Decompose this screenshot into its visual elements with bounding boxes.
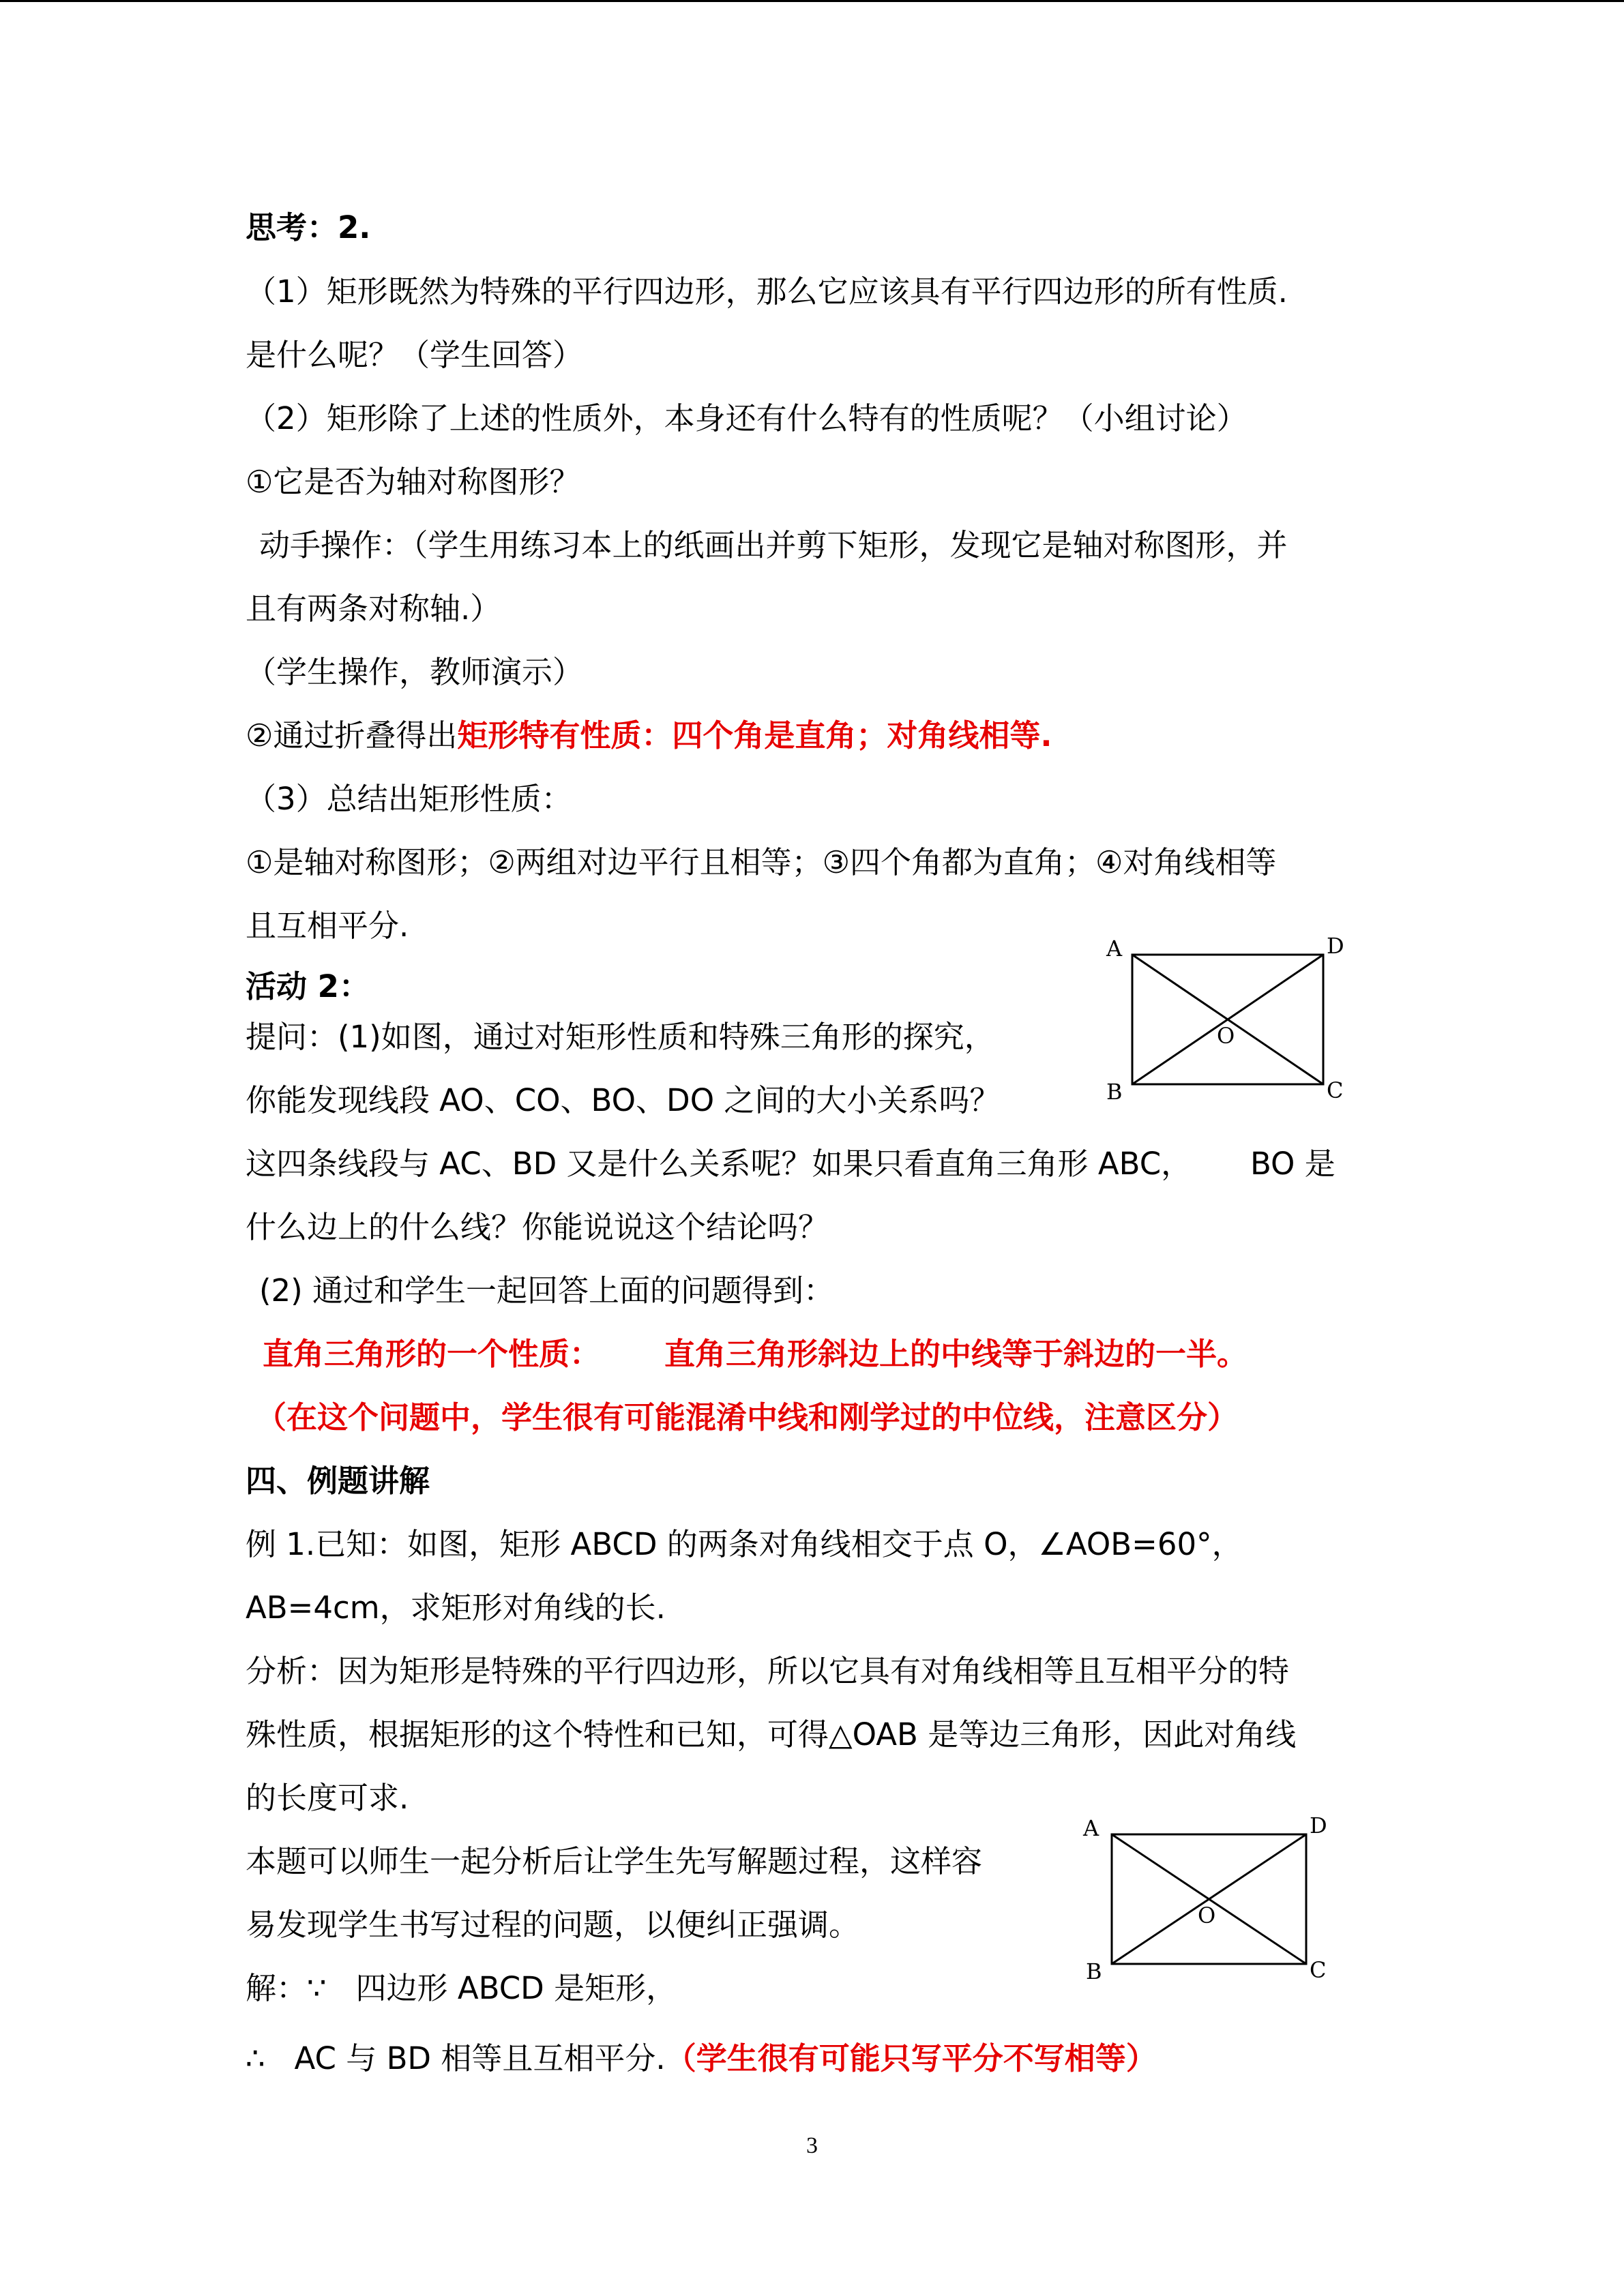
note-line1: 本题可以师生一起分析后让学生先写解题过程，这样容 bbox=[246, 1843, 983, 1879]
vertex-label-c: C bbox=[1327, 1077, 1344, 1103]
vertex-label-a: A bbox=[1083, 1815, 1099, 1841]
activity-ask-line1: 提问：(1)如图，通过对矩形性质和特殊三角形的探究， bbox=[246, 1019, 995, 1055]
top-border bbox=[0, 0, 1624, 2]
think-q3: （3）总结出矩形性质： bbox=[246, 781, 572, 817]
think-heading: 思考：2. bbox=[246, 209, 371, 245]
think-q1-line1: （1）矩形既然为特殊的平行四边形，那么它应该具有平行四边形的所有性质. bbox=[246, 273, 1288, 310]
solution-line2 bbox=[246, 2038, 1157, 2079]
analysis-line1: 分析：因为矩形是特殊的平行四边形，所以它具有对角线相等且互相平分的特 bbox=[246, 1653, 1290, 1689]
page-number: 3 bbox=[806, 2133, 818, 2158]
solution-line2-highlight: （学生很有可能只写平分不写相等） bbox=[665, 2040, 1157, 2076]
example-heading: 四、例题讲解 bbox=[246, 1463, 430, 1499]
solution-line2-prefix: ∴ AC 与 BD 相等且互相平分. bbox=[246, 2040, 666, 2076]
activity-red-property: 直角三角形的一个性质： 直角三角形斜边上的中线等于斜边的一半。 bbox=[263, 1336, 1248, 1372]
analysis-line3: 的长度可求. bbox=[246, 1780, 409, 1816]
example1-line2: AB=4cm，求矩形对角线的长. bbox=[246, 1590, 666, 1626]
think-summary-line2: 且互相平分. bbox=[246, 908, 409, 944]
think-demo: （学生操作，教师演示） bbox=[246, 654, 584, 690]
think-q2: （2）矩形除了上述的性质外，本身还有什么特有的性质呢？（小组讨论） bbox=[246, 400, 1247, 436]
think-item1: ①它是否为轴对称图形？ bbox=[246, 464, 580, 500]
activity-heading: 活动 2： bbox=[246, 968, 370, 1004]
think-summary-line1: ①是轴对称图形；②两组对边平行且相等；③四个角都为直角；④对角线相等 bbox=[246, 844, 1277, 880]
rectangle-figure-1 bbox=[1091, 927, 1350, 1112]
rectangle-figure-2 bbox=[1071, 1807, 1344, 1991]
think-operation-line2: 且有两条对称轴.） bbox=[246, 591, 501, 627]
vertex-label-a: A bbox=[1106, 936, 1123, 961]
activity-ask-line2: 你能发现线段 AO、CO、BO、DO 之间的大小关系吗？ bbox=[246, 1082, 1001, 1118]
think-item2-highlight: 矩形特有性质：四个角是直角；对角线相等. bbox=[457, 717, 1052, 754]
example1-line1: 例 1.已知：如图，矩形 ABCD 的两条对角线相交于点 O，∠AOB=60°， bbox=[246, 1526, 1243, 1562]
center-label-o: O bbox=[1217, 1023, 1235, 1049]
vertex-label-d: D bbox=[1327, 933, 1344, 959]
vertex-label-c: C bbox=[1310, 1957, 1327, 1983]
activity-p2: (2) 通过和学生一起回答上面的问题得到： bbox=[259, 1272, 835, 1309]
think-item2-prefix: ②通过折叠得出 bbox=[246, 717, 458, 754]
note-line2: 易发现学生书写过程的问题，以便纠正强调。 bbox=[246, 1907, 860, 1943]
analysis-line2: 殊性质，根据矩形的这个特性和已知，可得△OAB 是等边三角形，因此对角线 bbox=[246, 1716, 1297, 1753]
vertex-label-d: D bbox=[1310, 1813, 1327, 1838]
vertex-label-b: B bbox=[1086, 1958, 1102, 1984]
activity-red-note: （在这个问题中，学生很有可能混淆中线和刚学过的中位线，注意区分） bbox=[256, 1399, 1239, 1435]
center-label-o: O bbox=[1198, 1903, 1216, 1928]
think-q1-line2: 是什么呢？（学生回答） bbox=[246, 337, 584, 373]
solution-line1: 解：∵ 四边形 ABCD 是矩形， bbox=[246, 1970, 677, 2006]
think-operation-line1: 动手操作：（学生用练习本上的纸画出并剪下矩形，发现它是轴对称图形，并 bbox=[259, 527, 1288, 563]
activity-ask-line4: 什么边上的什么线？你能说说这个结论吗？ bbox=[246, 1209, 829, 1245]
think-item2 bbox=[246, 715, 1052, 756]
vertex-label-b: B bbox=[1106, 1079, 1123, 1105]
activity-ask-line3: 这四条线段与 AC、BD 又是什么关系呢？如果只看直角三角形 ABC， BO 是 bbox=[246, 1146, 1335, 1182]
